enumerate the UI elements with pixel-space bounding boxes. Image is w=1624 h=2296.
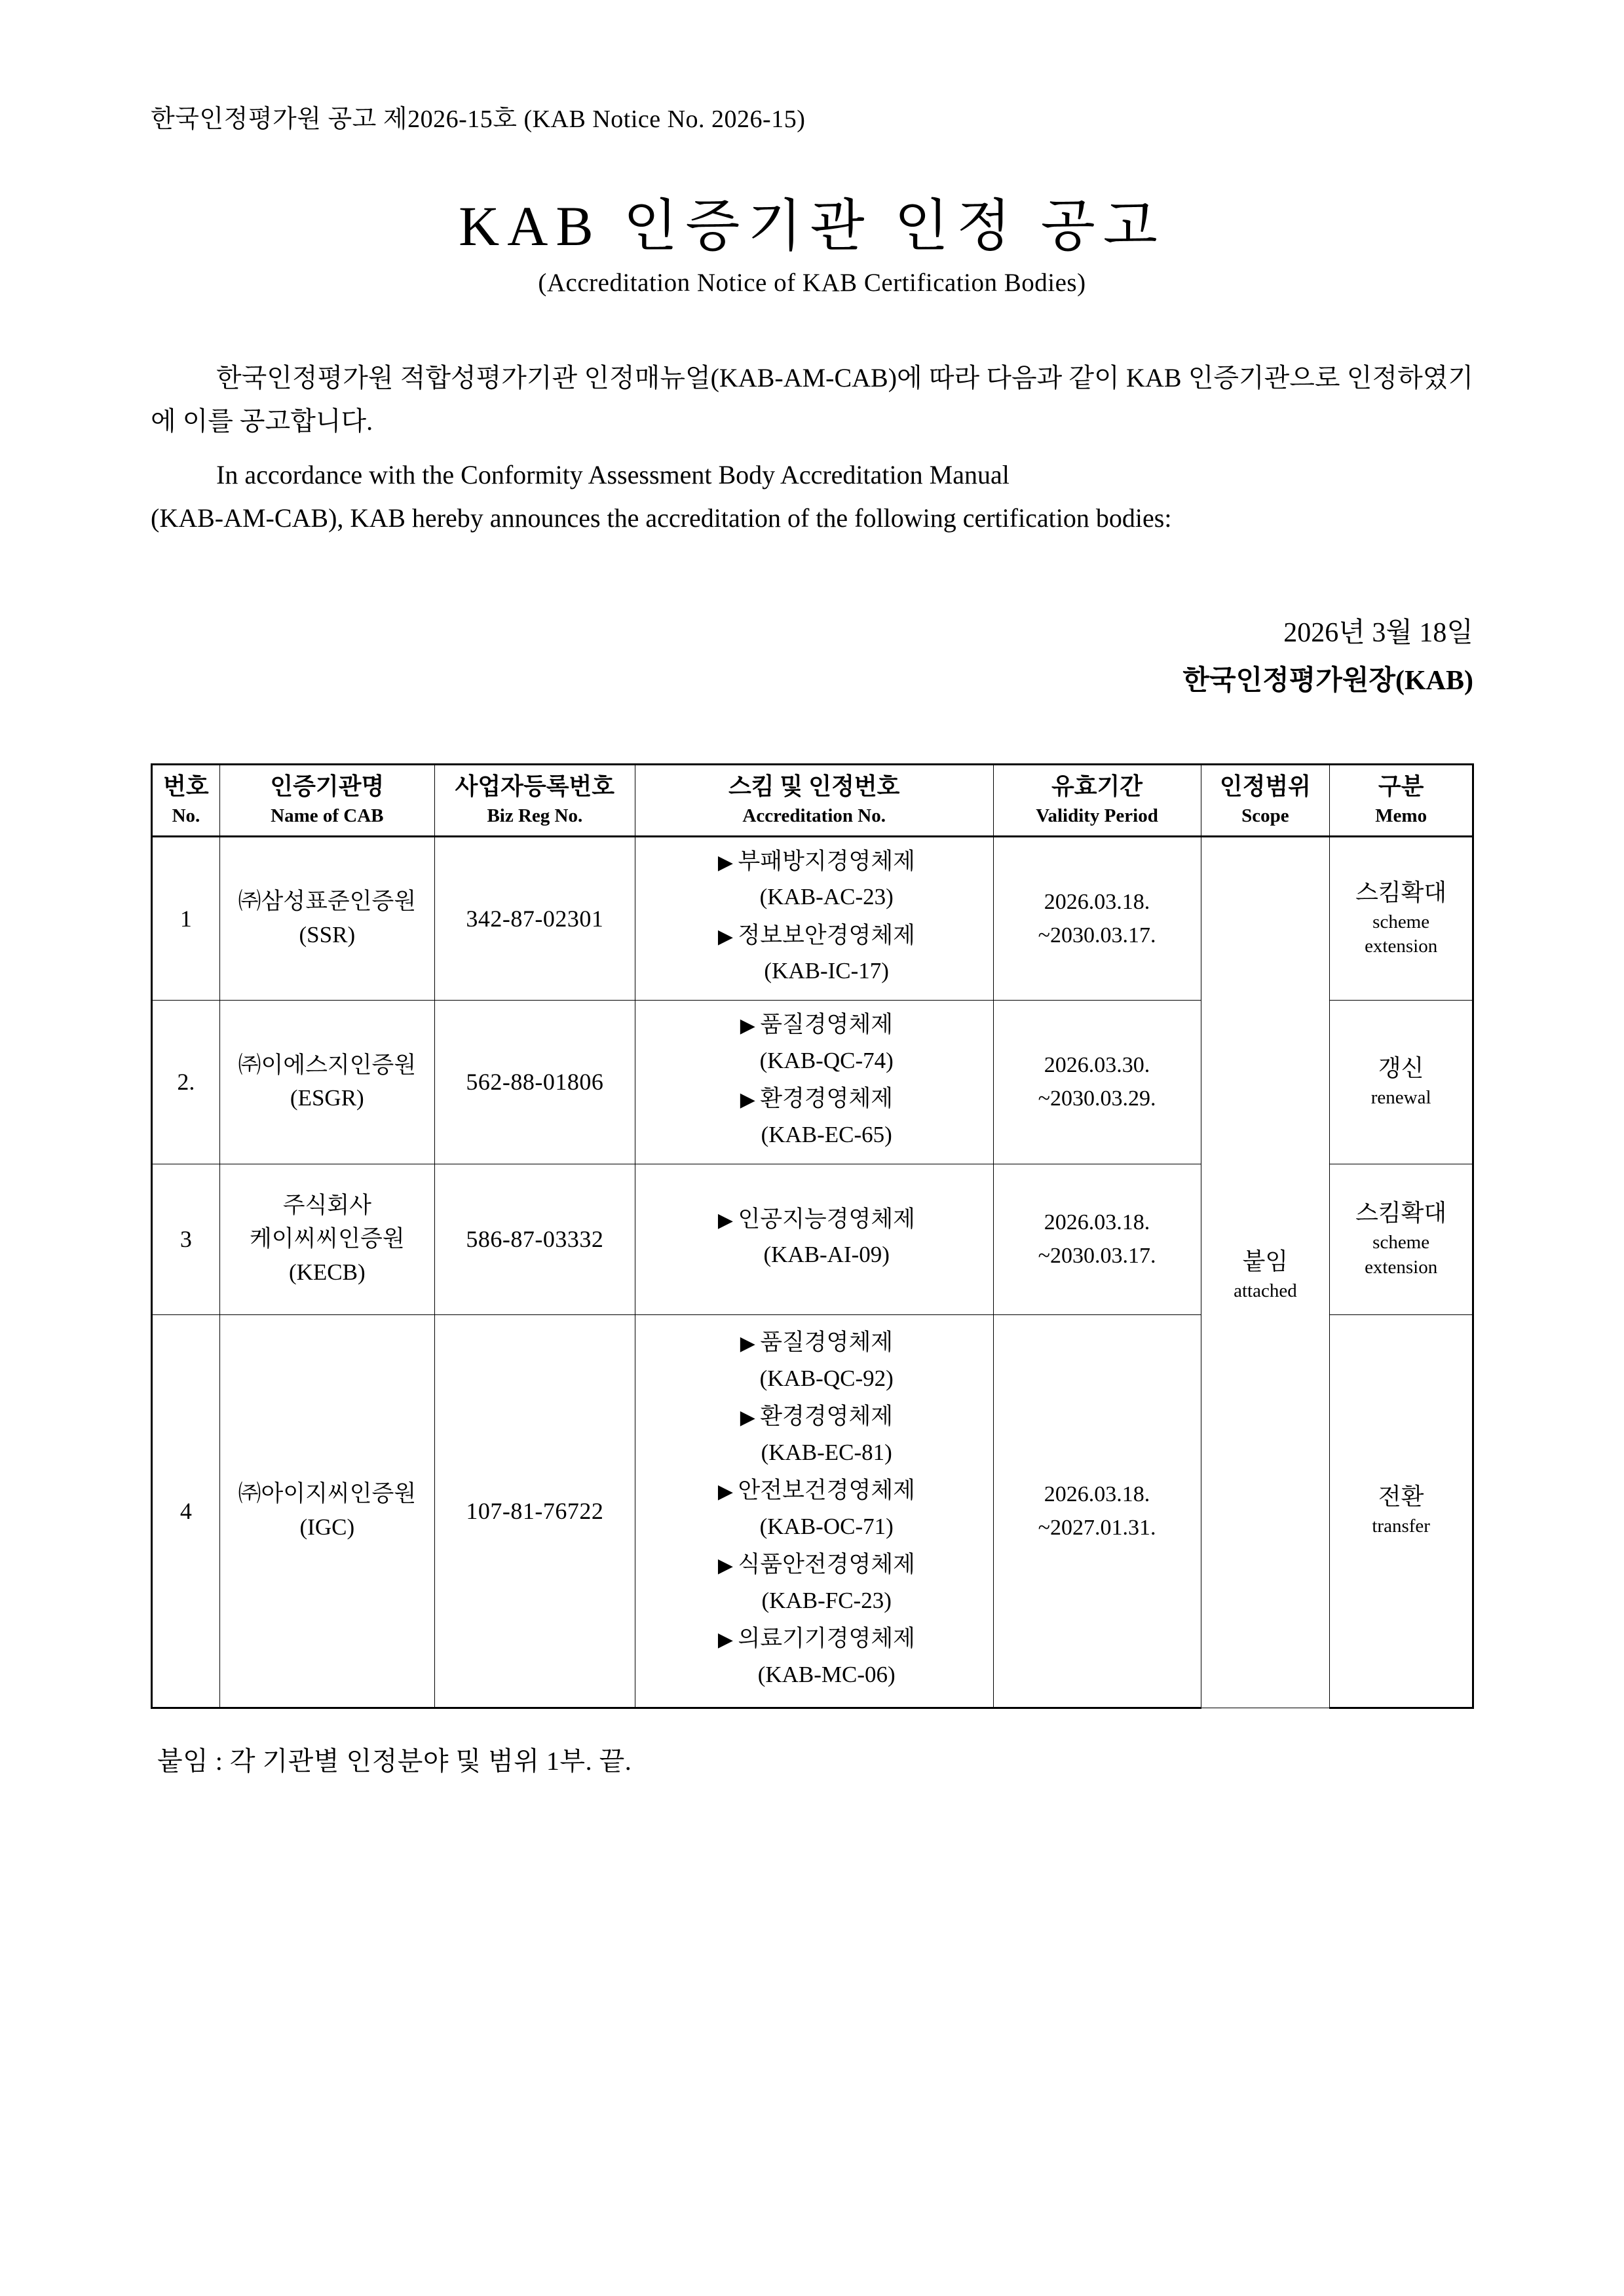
body-paragraph-ko (151, 356, 1473, 443)
triangle-bullet-icon: ▶ (717, 1629, 733, 1651)
issue-date: 2026년 3월 18일 (1283, 618, 1473, 648)
triangle-bullet-icon: ▶ (717, 925, 733, 947)
triangle-bullet-icon: ▶ (717, 851, 733, 873)
row-schemes (635, 1314, 993, 1708)
row-biz-reg-no: 586-87-03332 (434, 1164, 635, 1314)
row-no: 2. (152, 1000, 220, 1164)
body-paragraph-ko-text: 한국인정평가원 적합성평가기관 인정매뉴얼(KAB-AM-CAB)에 따라 다음과 같이 KAB 인증기관으로 인정하였기에 이를 공고합니다. (151, 363, 1473, 436)
row-cab-name: ㈜이에스지인증원 (ESGR) (219, 1000, 434, 1164)
row-memo: 갱신 renewal (1330, 1000, 1473, 1164)
page-subtitle: (Accreditation Notice of KAB Certification Bodies) (538, 269, 1086, 297)
scheme-item: ▶ 안전보건경영체제 (639, 1474, 989, 1508)
scheme-item: ▶ 식품안전경영체제 (639, 1548, 989, 1582)
row-memo: 전환 transfer (1330, 1314, 1473, 1708)
attachment-note: 붙임 : 각 기관별 인정분야 및 범위 1부. 끝. (157, 1746, 632, 1776)
header-memo: 구분 Memo (1330, 765, 1473, 837)
body-paragraph-en-line1: In accordance with the Conformity Assessment Body Accreditation Manual (216, 460, 1010, 489)
scheme-code: (KAB-AC-23) (759, 884, 894, 910)
row-cab-name: ㈜아이지씨인증원 (IGC) (219, 1314, 434, 1708)
row-schemes (635, 1164, 993, 1314)
page-title: KAB 인증기관 인정 공고 (459, 195, 1165, 258)
header-name-of-cab: 인증기관명 Name of CAB (219, 765, 434, 837)
scheme-item: ▶ 정보보안경영체제 (639, 919, 989, 953)
scheme-code: (KAB-MC-06) (757, 1661, 896, 1687)
scheme-item: ▶ 부패방지경영체제 (639, 845, 989, 879)
header-accreditation-no: 스킴 및 인정번호 Accreditation No. (635, 765, 993, 837)
scheme-code: (KAB-EC-65) (761, 1121, 892, 1147)
triangle-bullet-icon: ▶ (740, 1407, 755, 1429)
notice-number: 한국인정평가원 공고 제2026-15호 (KAB Notice No. 2026-15) (151, 105, 806, 133)
row-no: 4 (152, 1314, 220, 1708)
accreditation-table (151, 763, 1474, 1709)
triangle-bullet-icon: ▶ (717, 1555, 733, 1577)
issuer-name: 한국인정평가원장(KAB) (1182, 666, 1473, 697)
row-validity: 2026.03.18. ~2030.03.17. (993, 1164, 1201, 1314)
triangle-bullet-icon: ▶ (717, 1481, 733, 1503)
row-scope: 붙임 attached (1201, 836, 1330, 1708)
body-paragraph-en-line2: (KAB-AM-CAB), KAB hereby announces the accreditation of the following certification bodies: (151, 503, 1172, 533)
scheme-code: (KAB-QC-92) (759, 1365, 894, 1391)
triangle-bullet-icon: ▶ (717, 1209, 733, 1231)
header-scope: 인정범위 Scope (1201, 765, 1330, 837)
header-biz-reg-no: 사업자등록번호 Biz Reg No. (434, 765, 635, 837)
row-validity: 2026.03.18. ~2027.01.31. (993, 1314, 1201, 1708)
header-validity-period: 유효기간 Validity Period (993, 765, 1201, 837)
triangle-bullet-icon: ▶ (740, 1015, 755, 1037)
row-no: 1 (152, 836, 220, 1000)
row-cab-name: ㈜삼성표준인증원 (SSR) (219, 836, 434, 1000)
row-biz-reg-no: 107-81-76722 (434, 1314, 635, 1708)
scheme-code: (KAB-IC-17) (764, 958, 889, 984)
table-header-row (152, 765, 1473, 837)
scheme-item: ▶ 환경경영체제 (639, 1082, 989, 1117)
row-memo: 스킴확대 scheme extension (1330, 836, 1473, 1000)
row-validity: 2026.03.18. ~2030.03.17. (993, 836, 1201, 1000)
row-biz-reg-no: 562-88-01806 (434, 1000, 635, 1164)
row-cab-name: 주식회사 케이씨씨인증원 (KECB) (219, 1164, 434, 1314)
scheme-item: ▶ 인공지능경영체제 (639, 1202, 989, 1237)
scheme-item: ▶ 품질경영체제 (639, 1326, 989, 1360)
body-paragraph-en (151, 453, 1473, 540)
scheme-code: (KAB-OC-71) (759, 1513, 894, 1539)
scheme-item: ▶ 의료기기경영체제 (639, 1622, 989, 1656)
scheme-code: (KAB-EC-81) (761, 1439, 892, 1465)
scheme-code: (KAB-AI-09) (763, 1242, 890, 1268)
row-no: 3 (152, 1164, 220, 1314)
triangle-bullet-icon: ▶ (740, 1333, 755, 1355)
header-no: 번호 No. (152, 765, 220, 837)
scheme-code: (KAB-QC-74) (759, 1047, 894, 1073)
table-row (152, 836, 1473, 1000)
scheme-item: ▶ 품질경영체제 (639, 1008, 989, 1043)
row-schemes (635, 1000, 993, 1164)
triangle-bullet-icon: ▶ (740, 1089, 755, 1111)
row-memo: 스킴확대 scheme extension (1330, 1164, 1473, 1314)
scheme-item: ▶ 환경경영체제 (639, 1400, 989, 1434)
row-schemes (635, 836, 993, 1000)
row-biz-reg-no: 342-87-02301 (434, 836, 635, 1000)
row-validity: 2026.03.30. ~2030.03.29. (993, 1000, 1201, 1164)
scheme-code: (KAB-FC-23) (761, 1587, 892, 1613)
